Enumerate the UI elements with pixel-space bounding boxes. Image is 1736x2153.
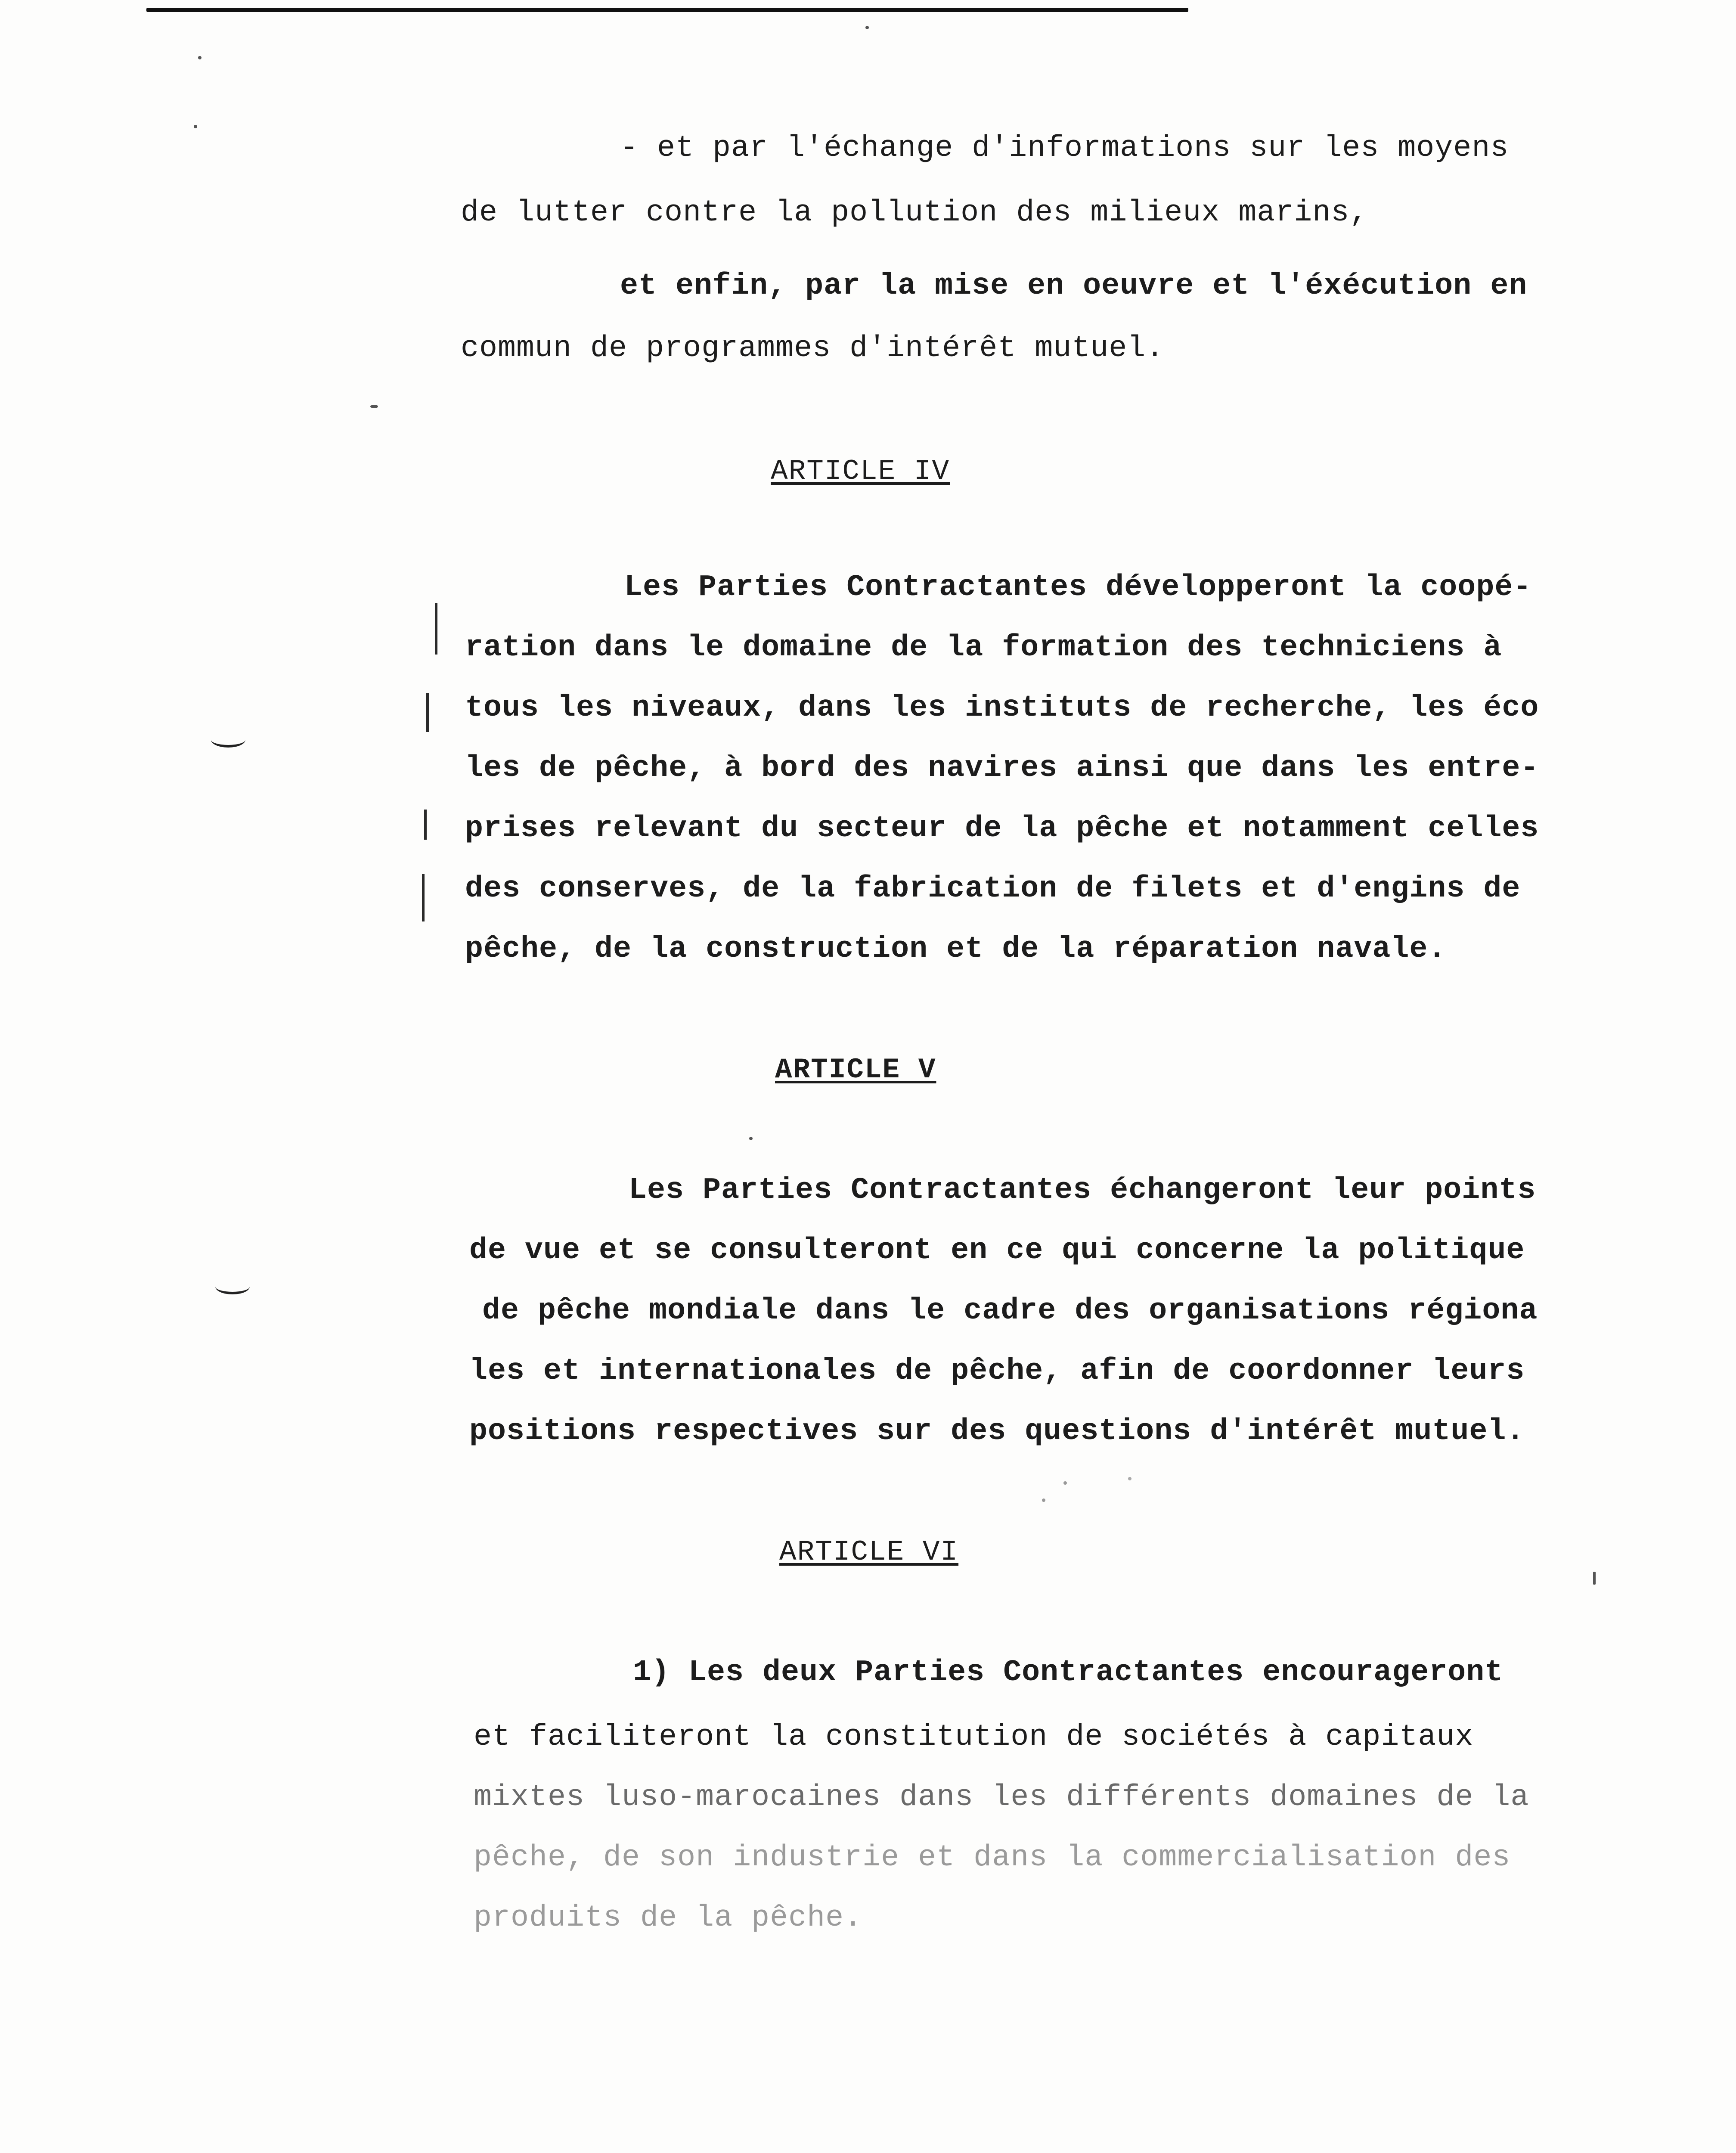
text-line: produits de la pêche.	[474, 1901, 863, 1935]
speck	[1042, 1498, 1045, 1502]
speck	[749, 1137, 753, 1140]
text-line: tous les niveaux, dans les instituts de recherche, les éco	[465, 691, 1539, 725]
text-line: Les Parties Contractantes développeront la coopé-	[624, 571, 1532, 605]
text-line: Les Parties Contractantes échangeront leur points	[629, 1173, 1536, 1207]
text-line: 1) Les deux Parties Contractantes encourageront	[633, 1656, 1504, 1690]
text-line: et faciliteront la constitution de sociétés à capitaux	[474, 1720, 1474, 1754]
text-line: de lutter contre la pollution des milieux marins,	[461, 196, 1368, 230]
margin-mark	[422, 874, 425, 921]
text-line: pêche, de la construction et de la réparation navale.	[465, 932, 1447, 966]
margin-mark	[424, 810, 427, 840]
text-line: - et par l'échange d'informations sur les moyens	[620, 131, 1509, 165]
text-line: ration dans le domaine de la formation des techniciens à	[465, 631, 1502, 665]
article-heading: ARTICLE IV	[771, 455, 950, 487]
article-heading: ARTICLE VI	[779, 1536, 959, 1568]
margin-mark	[426, 693, 429, 732]
top-edge-rule	[146, 8, 1188, 12]
text-line: des conserves, de la fabrication de filets et d'engins de	[465, 872, 1521, 906]
speck	[1063, 1481, 1067, 1485]
text-line: de pêche mondiale dans le cadre des organisations régiona	[482, 1294, 1538, 1328]
text-line: pêche, de son industrie et dans la commercialisation des	[474, 1841, 1511, 1875]
text-line: les et internationales de pêche, afin de coordonner leurs	[469, 1354, 1525, 1388]
text-line: les de pêche, à bord des navires ainsi que dans les entre-	[465, 751, 1539, 785]
margin-mark	[215, 1279, 250, 1294]
speck	[198, 56, 202, 59]
text-line: positions respectives sur des questions d'intérêt mutuel.	[469, 1415, 1525, 1449]
speck	[370, 405, 378, 408]
speck	[194, 125, 197, 128]
text-line: et enfin, par la mise en oeuvre et l'éxécution en	[620, 269, 1528, 303]
speck	[865, 26, 869, 29]
text-line: de vue et se consulteront en ce qui concerne la politique	[469, 1234, 1525, 1268]
margin-mark	[435, 603, 437, 655]
text-line: prises relevant du secteur de la pêche et notamment celles	[465, 812, 1539, 846]
text-line: mixtes luso-marocaines dans les différents domaines de la	[474, 1781, 1529, 1815]
speck	[1593, 1572, 1596, 1585]
speck	[1128, 1477, 1132, 1480]
margin-mark	[211, 732, 245, 748]
article-heading: ARTICLE V	[775, 1054, 936, 1086]
text-line: commun de programmes d'intérêt mutuel.	[461, 332, 1165, 366]
